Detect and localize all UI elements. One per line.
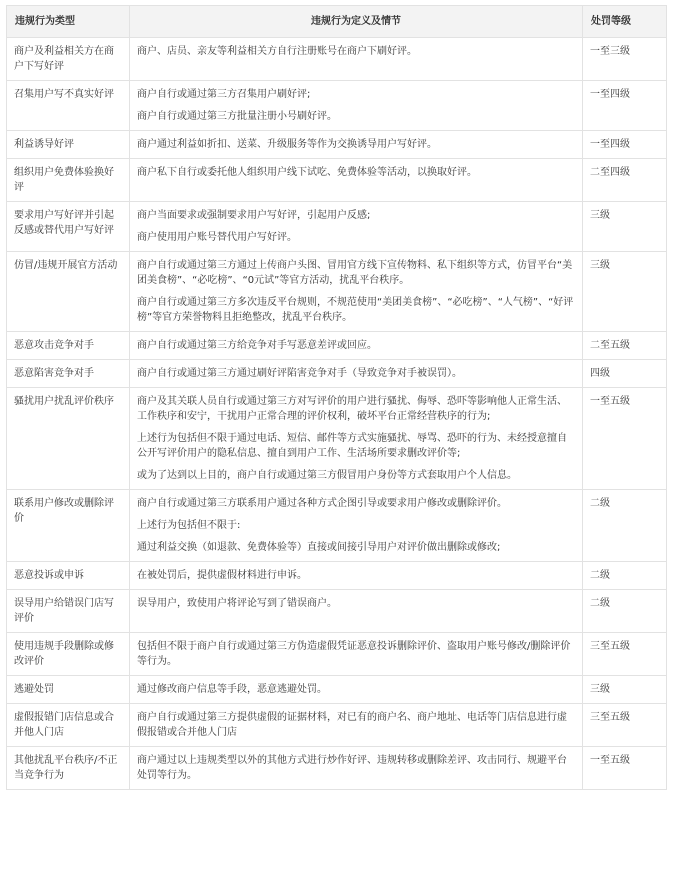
violation-definition-cell <box>130 388 583 490</box>
violation-type-cell: 利益诱导好评 <box>7 131 130 159</box>
definition-paragraph: 商户自行或通过第三方给竞争对手写恶意差评或回应。 <box>137 340 377 351</box>
penalty-level-cell: 二级 <box>583 562 667 590</box>
violation-definition-cell <box>130 81 583 131</box>
violation-definition-cell <box>130 38 583 81</box>
violation-type-cell: 使用违规手段删除或修改评价 <box>7 633 130 676</box>
definition-paragraph: 包括但不限于商户自行或通过第三方伪造虚假凭证恶意投诉删除评价、盗取用户账号修改/删除评价等行为。 <box>137 641 571 667</box>
definition-paragraph: 商户通过利益如折扣、送菜、升级服务等作为交换诱导用户写好评。 <box>137 139 437 150</box>
penalty-level-cell: 一至四级 <box>583 81 667 131</box>
header-violation-type: 违规行为类型 <box>7 6 130 38</box>
penalty-level-cell: 二至四级 <box>583 159 667 202</box>
violation-definition-cell <box>130 159 583 202</box>
table-row <box>7 81 667 131</box>
definition-paragraph: 误导用户，致使用户将评论写到了错误商户。 <box>137 598 337 609</box>
definition-paragraph: 商户、店员、亲友等利益相关方自行注册账号在商户下刷好评。 <box>137 46 417 57</box>
penalty-level-cell: 二至五级 <box>583 332 667 360</box>
definition-paragraph: 通过修改商户信息等手段，恶意逃避处罚。 <box>137 684 327 695</box>
table-row <box>7 252 667 332</box>
violation-definition-cell <box>130 633 583 676</box>
table-body <box>7 38 667 790</box>
table-row <box>7 159 667 202</box>
definition-paragraph: 上述行为包括但不限于通过电话、短信、邮件等方式实施骚扰、辱骂、恐吓的行为、未经授意擅自公开写评价用户的隐私信息、擅自到用户工作、生活场所要求删改评价等; <box>137 433 567 459</box>
violation-definition-cell <box>130 490 583 562</box>
table-row <box>7 332 667 360</box>
table-row <box>7 590 667 633</box>
definition-paragraph: 商户自行或通过第三方多次违反平台规则，不规范使用“美团美食榜”、“必吃榜”、“人气榜”、“好评榜”等官方荣誉物料且拒绝整改，扰乱平台秩序。 <box>137 297 574 323</box>
violation-definition-cell <box>130 562 583 590</box>
violation-definition-cell <box>130 747 583 790</box>
penalty-level-cell: 三级 <box>583 252 667 332</box>
definition-paragraph: 在被处罚后，提供虚假材料进行申诉。 <box>137 570 307 581</box>
violation-definition-cell <box>130 590 583 633</box>
definition-paragraph: 商户使用用户账号替代用户写好评。 <box>137 232 297 243</box>
table-row <box>7 562 667 590</box>
violation-type-cell: 恶意陷害竞争对手 <box>7 360 130 388</box>
penalty-level-cell: 一至四级 <box>583 131 667 159</box>
definition-paragraph: 商户私下自行或委托他人组织用户线下试吃、免费体验等活动，以换取好评。 <box>137 167 477 178</box>
definition-paragraph: 商户通过以上违规类型以外的其他方式进行炒作好评、违规转移或删除差评、攻击同行、规避平台处罚等行为。 <box>137 755 567 781</box>
violation-definition-cell <box>130 704 583 747</box>
definition-paragraph: 商户自行或通过第三方通过刷好评陷害竞争对手（导致竞争对手被误罚）。 <box>137 368 462 379</box>
table-row <box>7 676 667 704</box>
definition-paragraph: 通过利益交换（如退款、免费体验等）直接或间接引导用户对评价做出删除或修改; <box>137 542 501 553</box>
violation-definition-cell <box>130 332 583 360</box>
penalty-level-cell: 三级 <box>583 676 667 704</box>
violation-definition-cell <box>130 202 583 252</box>
table-row <box>7 490 667 562</box>
definition-paragraph: 商户自行或通过第三方提供虚假的证据材料，对已有的商户名、商户地址、电话等门店信息进行虚假报错或合并他人门店 <box>137 712 567 738</box>
violation-definition-cell <box>130 131 583 159</box>
definition-paragraph: 上述行为包括但不限于: <box>137 520 241 531</box>
violation-definition-cell <box>130 676 583 704</box>
violation-type-cell: 其他扰乱平台秩序/不正当竞争行为 <box>7 747 130 790</box>
definition-paragraph: 商户自行或通过第三方召集用户刷好评; <box>137 89 311 100</box>
table-row <box>7 131 667 159</box>
header-penalty-level: 处罚等级 <box>583 6 667 38</box>
violation-rules-table <box>6 5 667 790</box>
definition-paragraph: 商户自行或通过第三方批量注册小号刷好评。 <box>137 111 337 122</box>
violation-type-cell: 恶意攻击竞争对手 <box>7 332 130 360</box>
violation-type-cell: 组织用户免费体验换好评 <box>7 159 130 202</box>
table-row <box>7 202 667 252</box>
violation-type-cell: 误导用户给错误门店写评价 <box>7 590 130 633</box>
violation-type-cell: 仿冒/违规开展官方活动 <box>7 252 130 332</box>
definition-paragraph: 商户及其关联人员自行或通过第三方对写评价的用户进行骚扰、侮辱、恐吓等影响他人正常生活、工作秩序和安宁，干扰用户正常合理的评价权利，破坏平台正常经营秩序的行为; <box>137 396 567 422</box>
violation-type-cell: 联系用户修改或删除评价 <box>7 490 130 562</box>
penalty-level-cell: 二级 <box>583 490 667 562</box>
violation-type-cell: 恶意投诉或申诉 <box>7 562 130 590</box>
table-row <box>7 747 667 790</box>
violation-definition-cell <box>130 360 583 388</box>
table-row <box>7 704 667 747</box>
penalty-level-cell: 四级 <box>583 360 667 388</box>
definition-paragraph: 或为了达到以上目的，商户自行或通过第三方假冒用户身份等方式套取用户个人信息。 <box>137 470 517 481</box>
violation-type-cell: 商户及利益相关方在商户下写好评 <box>7 38 130 81</box>
penalty-level-cell: 一至五级 <box>583 388 667 490</box>
penalty-level-cell: 三至五级 <box>583 633 667 676</box>
violation-type-cell: 要求用户写好评并引起反感或替代用户写好评 <box>7 202 130 252</box>
penalty-level-cell: 一至三级 <box>583 38 667 81</box>
penalty-level-cell: 二级 <box>583 590 667 633</box>
penalty-level-cell: 一至五级 <box>583 747 667 790</box>
penalty-level-cell: 三至五级 <box>583 704 667 747</box>
table-row <box>7 388 667 490</box>
violation-definition-cell <box>130 252 583 332</box>
table-header-row <box>7 6 667 38</box>
violation-type-cell: 逃避处罚 <box>7 676 130 704</box>
definition-paragraph: 商户自行或通过第三方通过上传商户头图、冒用官方线下宣传物料、私下组织等方式，仿冒平台“美团美食榜”、“必吃榜”、“0元试”等官方活动，扰乱平台秩序。 <box>137 260 573 286</box>
table-row <box>7 38 667 81</box>
violation-type-cell: 虚假报错门店信息或合并他人门店 <box>7 704 130 747</box>
definition-paragraph: 商户当面要求或强制要求用户写好评，引起用户反感; <box>137 210 371 221</box>
violation-type-cell: 骚扰用户扰乱评价秩序 <box>7 388 130 490</box>
table-row <box>7 360 667 388</box>
penalty-level-cell: 三级 <box>583 202 667 252</box>
table-row <box>7 633 667 676</box>
definition-paragraph: 商户自行或通过第三方联系用户通过各种方式企图引导或要求用户修改或删除评价。 <box>137 498 507 509</box>
violation-type-cell: 召集用户写不真实好评 <box>7 81 130 131</box>
header-violation-definition: 违规行为定义及情节 <box>130 6 583 38</box>
